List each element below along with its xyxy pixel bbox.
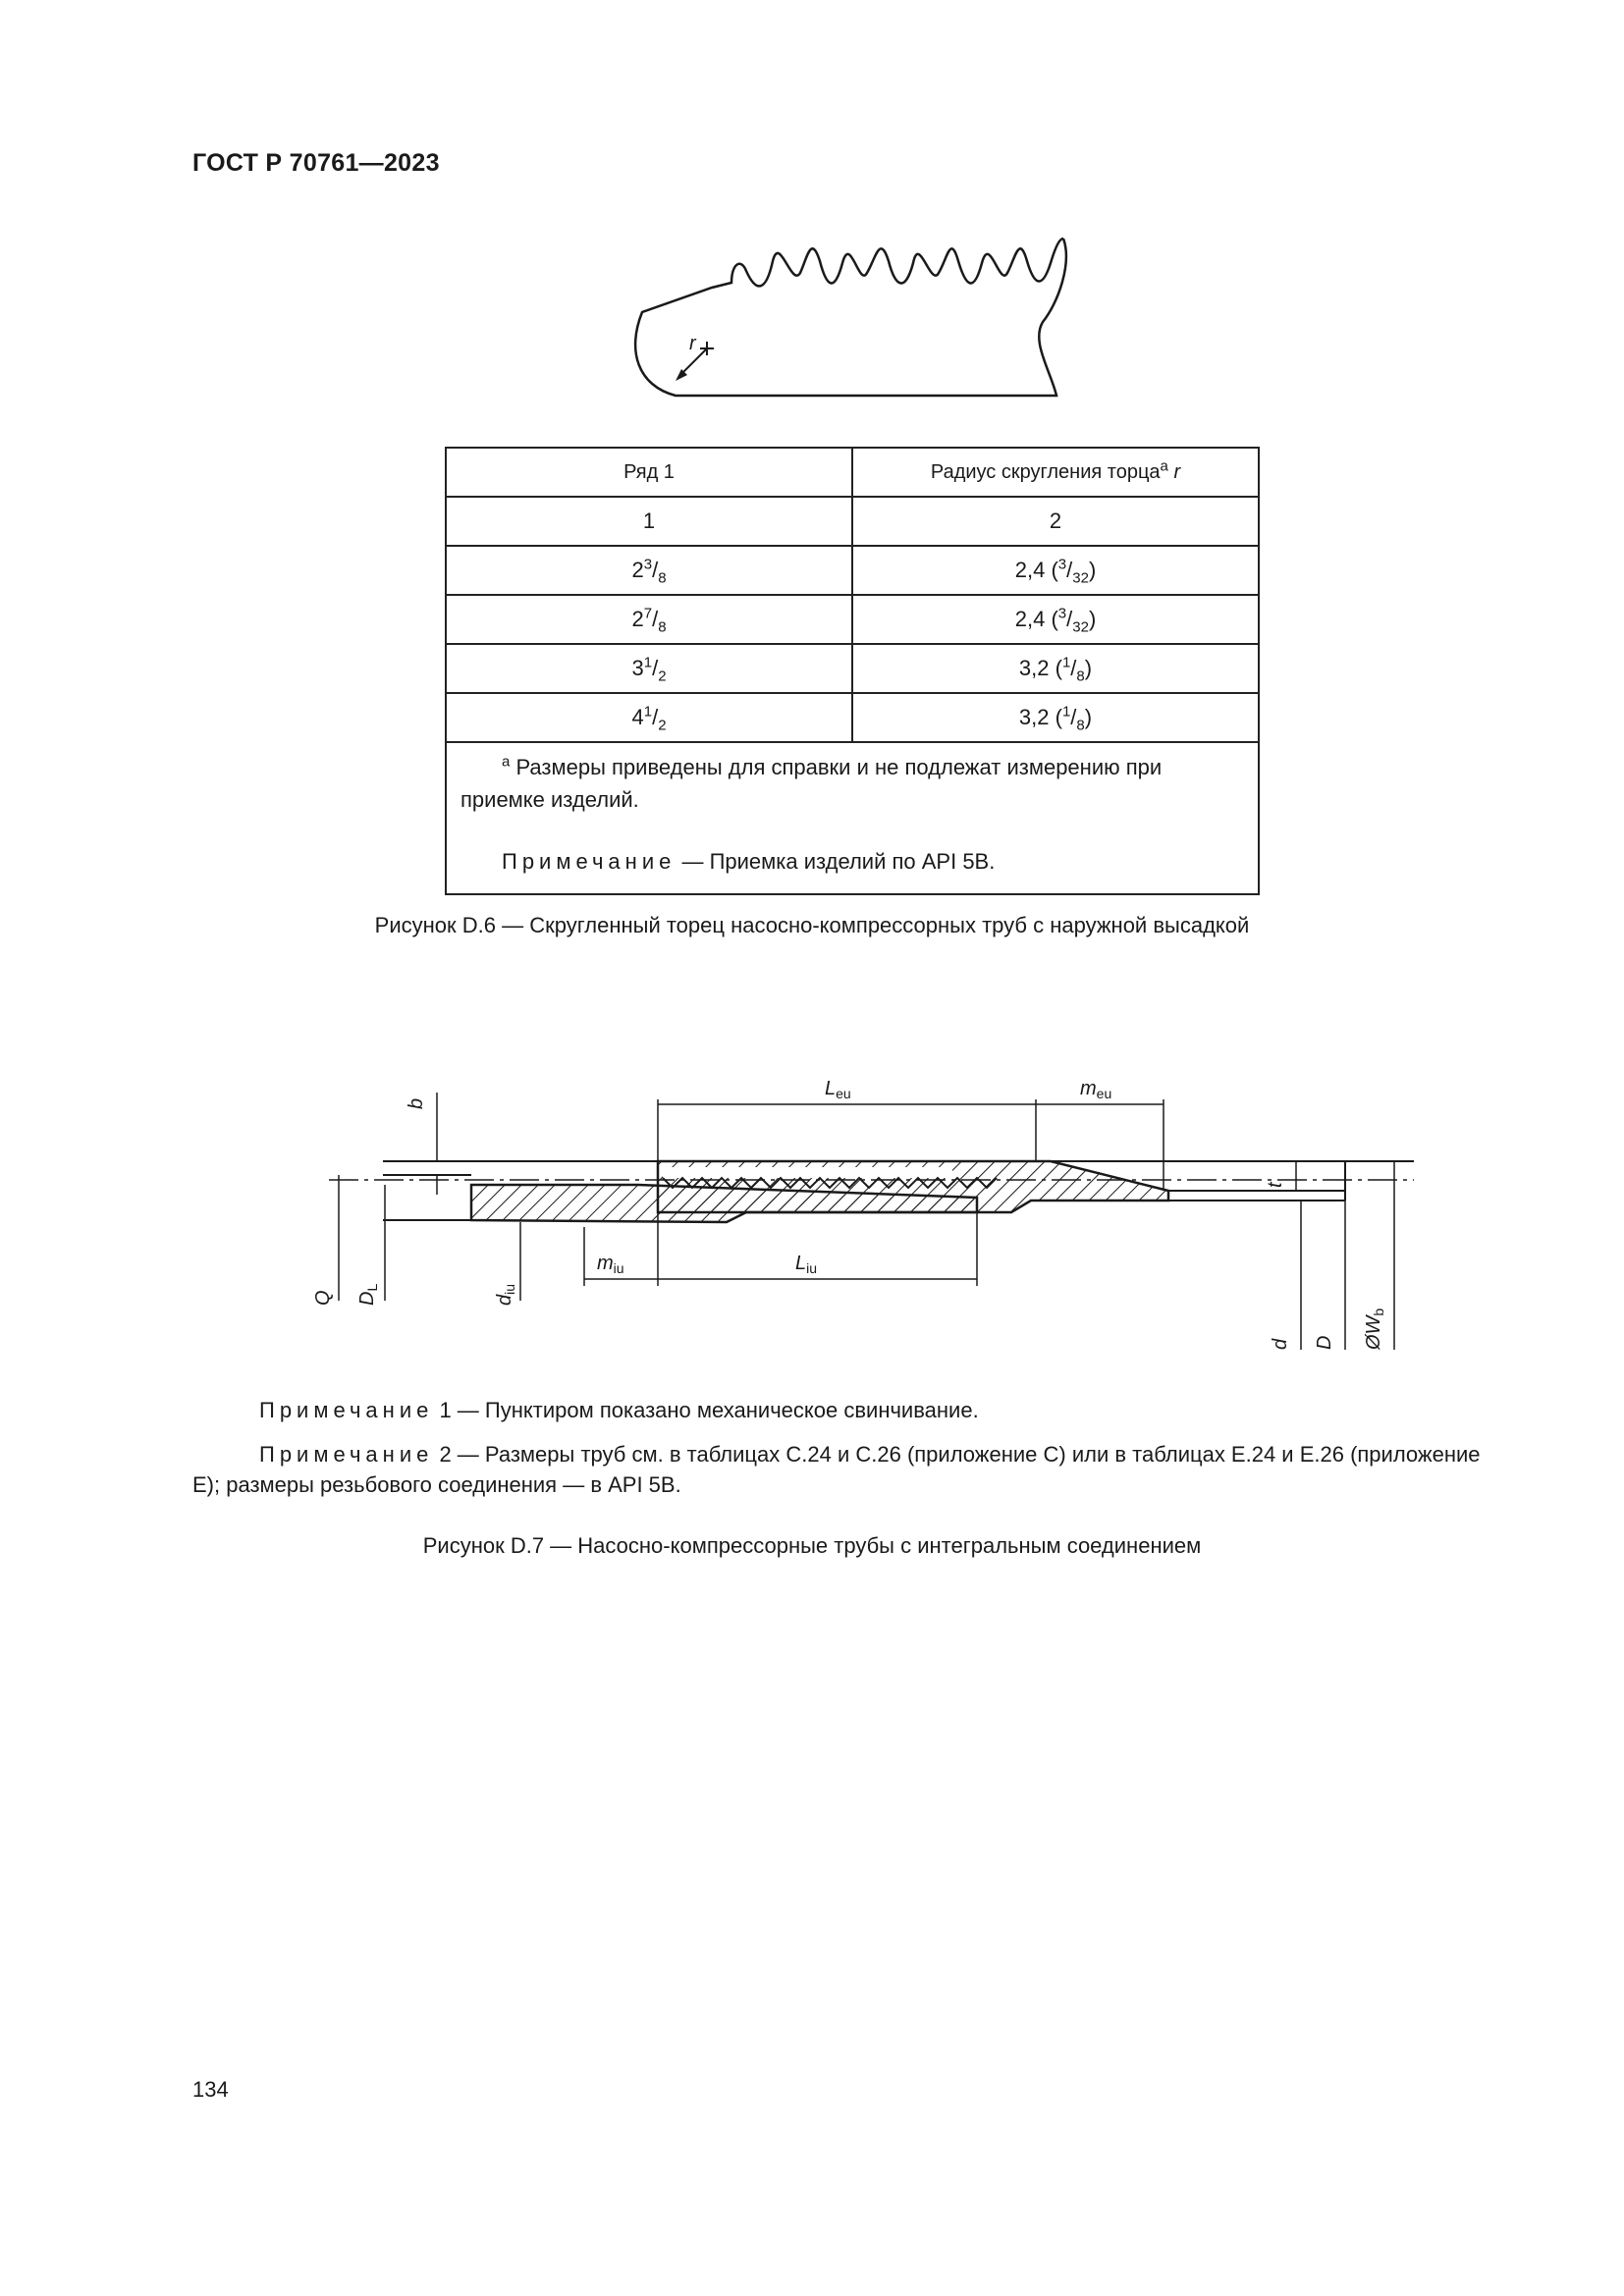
label-m-eu: $m_{eu}$ — [1080, 1078, 1112, 1101]
size-cell: $2^7/_8$ — [446, 595, 852, 644]
table-row — [446, 644, 1259, 693]
label-L-eu: $L_{eu}$ — [825, 1078, 851, 1101]
thread-profile — [635, 239, 1066, 396]
label-d-iu: $d_{iu}$ — [494, 1283, 517, 1306]
table-row — [446, 546, 1259, 595]
note-2: Примечание 2 — Размеры труб см. в таблицах С.24 и С.26 (приложение С) или в таблицах Е.24 и Е.26 (приложение Е); размеры резьбового соединения — в API 5B. — [192, 1442, 1481, 1497]
table-cell: 1 — [446, 497, 852, 546]
table-header-row — [446, 448, 1259, 497]
rounded-end-drawing — [619, 234, 1110, 410]
size-cell: $2^3/_8$ — [446, 546, 852, 595]
table-row — [446, 693, 1259, 742]
label-d: d — [1270, 1338, 1291, 1350]
radius-cell: 2,4 $(^3/_{32})$ — [852, 546, 1259, 595]
radius-cell: 2,4 $(^3/_{32})$ — [852, 595, 1259, 644]
label-W-b: $ØW_b$ — [1363, 1308, 1386, 1350]
label-L-iu: $L_{iu}$ — [795, 1253, 818, 1276]
table-number-row — [446, 497, 1259, 546]
label-b: b — [406, 1097, 427, 1109]
label-m-iu: $m_{iu}$ — [597, 1253, 624, 1276]
radius-cell: 3,2 $(^1/_8)$ — [852, 693, 1259, 742]
document-header: ГОСТ Р 70761—2023 — [192, 149, 440, 177]
label-D-L: $D_L$ — [356, 1283, 380, 1306]
column-header: Радиус скругления торца$^a$ r — [852, 448, 1259, 497]
size-cell: $3^1/_2$ — [446, 644, 852, 693]
figure-d6-caption: Рисунок D.6 — Скругленный торец насосно-компрессорных труб с наружной высадкой — [374, 913, 1250, 937]
figure-d7-caption: Рисунок D.7 — Насосно-компрессорные трубы с интегральным соединением — [422, 1533, 1202, 1558]
table-cell: 2 — [852, 497, 1259, 546]
table-footnote-row — [446, 742, 1259, 894]
label-Q: Q — [312, 1290, 334, 1306]
radius-label: r — [689, 333, 696, 354]
label-t: t — [1265, 1182, 1286, 1188]
page-number: 134 — [192, 2077, 229, 2102]
size-cell: $4^1/_2$ — [446, 693, 852, 742]
table-row — [446, 595, 1259, 644]
note-1: Примечание 1 — Пунктиром показано механическое свинчивание. — [259, 1398, 979, 1422]
radius-table — [445, 447, 1260, 895]
radius-cell: 3,2 $(^1/_8)$ — [852, 644, 1259, 693]
label-D: D — [1314, 1335, 1335, 1350]
table-footnote: $^a$ Размеры приведены для справки и не подлежат измерению при приемке изделий. Примечание — Приемка изделий по API 5B. — [446, 742, 1259, 894]
integral-joint-drawing — [312, 1065, 1424, 1360]
column-header: Ряд 1 — [446, 448, 852, 497]
